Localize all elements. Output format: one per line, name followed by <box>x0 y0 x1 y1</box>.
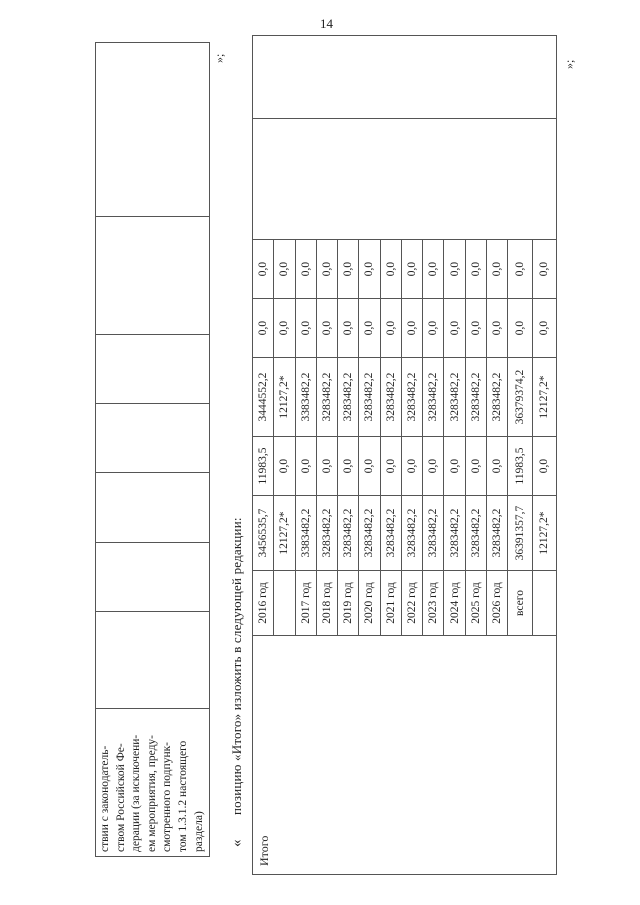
amount-cell: 3283482,2 <box>316 496 337 571</box>
amount-cell: 12127,2* <box>532 358 557 437</box>
amount-cell: 3283482,2 <box>465 358 486 437</box>
text-line: том 1.3.1.2 настоящего <box>176 740 189 852</box>
amount-cell: 36391357,7 <box>508 496 532 571</box>
table-cell <box>96 404 210 473</box>
amount-cell: 0,0 <box>380 240 401 299</box>
amount-cell: 0,0 <box>380 437 401 496</box>
amount-cell: 0,0 <box>465 240 486 299</box>
amount-cell: 0,0 <box>508 240 532 299</box>
year-cell <box>274 571 295 636</box>
amount-cell: 0,0 <box>338 240 359 299</box>
amount-cell: 3283482,2 <box>359 496 380 571</box>
year-cell: 2019 год <box>338 571 359 636</box>
amount-cell: 0,0 <box>465 437 486 496</box>
amount-cell: 0,0 <box>274 240 295 299</box>
amount-cell: 0,0 <box>253 299 274 358</box>
amount-cell: 0,0 <box>295 437 316 496</box>
table-cell <box>96 611 210 708</box>
amount-cell: 0,0 <box>295 299 316 358</box>
year-cell: 2023 год <box>423 571 444 636</box>
text-line: ем мероприятия, преду- <box>145 735 158 852</box>
amount-cell: 0,0 <box>532 437 557 496</box>
page-number: 14 <box>320 16 333 31</box>
year-cell: 2024 год <box>444 571 465 636</box>
amount-cell: 3283482,2 <box>380 358 401 437</box>
amount-cell: 11983,5 <box>508 437 532 496</box>
amount-cell: 0,0 <box>316 299 337 358</box>
year-cell: 2016 год <box>253 571 274 636</box>
amount-cell: 3283482,2 <box>338 358 359 437</box>
amount-cell: 3283482,2 <box>486 358 507 437</box>
amount-cell: 3283482,2 <box>338 496 359 571</box>
amount-cell: 3283482,2 <box>444 496 465 571</box>
amount-cell: 0,0 <box>359 240 380 299</box>
amount-cell: 3283482,2 <box>380 496 401 571</box>
amount-cell: 0,0 <box>444 240 465 299</box>
amount-cell: 0,0 <box>465 299 486 358</box>
amount-cell: 0,0 <box>401 240 422 299</box>
table-cell <box>96 334 210 403</box>
amount-cell: 3283482,2 <box>316 358 337 437</box>
amount-cell: 3283482,2 <box>401 358 422 437</box>
year-cell <box>532 571 557 636</box>
amount-cell: 0,0 <box>444 299 465 358</box>
amount-cell: 0,0 <box>338 437 359 496</box>
totals-label-cell <box>253 636 557 875</box>
amount-cell: 3283482,2 <box>444 358 465 437</box>
amount-cell: 3283482,2 <box>486 496 507 571</box>
amount-cell: 0,0 <box>380 299 401 358</box>
amount-cell: 3383482,2 <box>295 358 316 437</box>
amount-cell: 0,0 <box>444 437 465 496</box>
year-cell: всего <box>508 571 532 636</box>
amount-cell: 0,0 <box>423 437 444 496</box>
amount-cell: 0,0 <box>316 437 337 496</box>
amount-cell: 3283482,2 <box>423 496 444 571</box>
amount-cell: 0,0 <box>486 299 507 358</box>
amount-cell: 0,0 <box>532 240 557 299</box>
top-table <box>95 42 210 857</box>
amount-cell: 12127,2* <box>532 496 557 571</box>
amount-cell: 12127,2* <box>274 358 295 437</box>
open-quote: « <box>229 839 245 847</box>
text-line: смотренного подпунк- <box>161 741 174 852</box>
amount-cell: 0,0 <box>486 437 507 496</box>
year-cell: 2020 год <box>359 571 380 636</box>
amount-cell: 3283482,2 <box>423 358 444 437</box>
amount-cell: 0,0 <box>486 240 507 299</box>
amount-cell: 0,0 <box>401 437 422 496</box>
amount-cell: 0,0 <box>532 299 557 358</box>
table-cell <box>96 542 210 611</box>
amount-cell: 0,0 <box>316 240 337 299</box>
year-cell: 2017 год <box>295 571 316 636</box>
year-cell: 2026 год <box>486 571 507 636</box>
amount-cell: 0,0 <box>295 240 316 299</box>
amount-cell: 11983,5 <box>253 437 274 496</box>
top-table-text-cell <box>96 708 210 856</box>
closing-quote-bottom: »; <box>562 59 576 69</box>
amount-cell: 0,0 <box>274 437 295 496</box>
amount-cell: 3383482,2 <box>295 496 316 571</box>
year-cell: 2022 год <box>401 571 422 636</box>
year-cell: 2018 год <box>316 571 337 636</box>
amount-cell: 0,0 <box>508 299 532 358</box>
amount-cell: 0,0 <box>423 299 444 358</box>
totals-table <box>252 35 557 875</box>
text-line: дерации (за исключени- <box>130 734 143 852</box>
year-cell: 2025 год <box>465 571 486 636</box>
amount-cell: 0,0 <box>274 299 295 358</box>
amount-cell: 0,0 <box>423 240 444 299</box>
closing-quote-top: »; <box>212 53 226 63</box>
amount-cell: 0,0 <box>359 437 380 496</box>
table-cell <box>253 36 557 119</box>
amount-cell: 12127,2* <box>274 496 295 571</box>
amount-cell: 0,0 <box>359 299 380 358</box>
amount-cell: 3456535,7 <box>253 496 274 571</box>
amount-cell: 0,0 <box>401 299 422 358</box>
table-cell <box>96 43 210 217</box>
text-line: раздела) <box>192 811 205 852</box>
table-cell <box>96 473 210 542</box>
paragraph-text: позицию «Итого» изложить в следующей редакции: <box>229 517 244 815</box>
amount-cell: 0,0 <box>253 240 274 299</box>
amount-cell: 3444552,2 <box>253 358 274 437</box>
totals-label: Итого <box>257 835 271 866</box>
amount-cell: 36379374,2 <box>508 358 532 437</box>
table-cell <box>96 216 210 334</box>
amount-cell: 3283482,2 <box>401 496 422 571</box>
year-cell: 2021 год <box>380 571 401 636</box>
table-cell <box>253 119 557 240</box>
amount-cell: 0,0 <box>338 299 359 358</box>
text-line: ством Российской Фе- <box>114 743 127 852</box>
amount-cell: 3283482,2 <box>465 496 486 571</box>
amount-cell: 3283482,2 <box>359 358 380 437</box>
text-line: ствии с законодатель- <box>99 745 111 852</box>
